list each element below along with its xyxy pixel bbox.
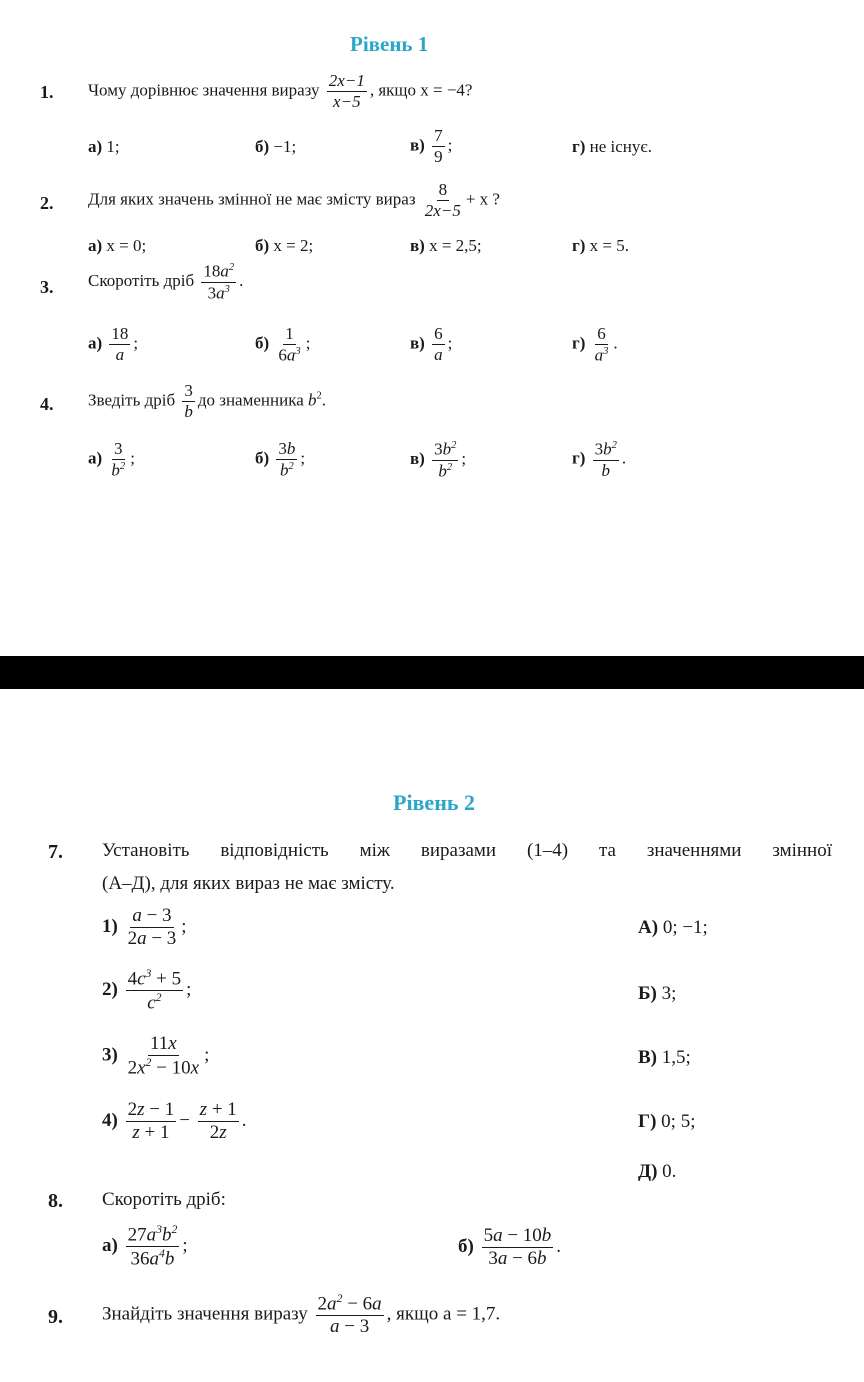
q2-option-b: б) x = 2; (255, 236, 314, 255)
q8-option-b: б) $\frac{5a - 10b}{3a - 6b}$ . (458, 1225, 562, 1269)
q3-option-d: г) $\frac{6}{a^3}$ . (572, 324, 618, 365)
q1-number: 1. (40, 82, 54, 102)
q3-option-b: б) $\frac{1}{6a^3}$ ; (255, 324, 311, 365)
q9-text: Знайдіть значення виразу $\frac{2a^2 - 6a}{a - 3}$ , якщо a = 1,7. (102, 1292, 501, 1338)
q2-text: Для яких значень змінної не має змісту вираз $\frac{8}{2x-5}$ + x ? (88, 180, 500, 220)
q1-fraction: $\frac{2x-1}{x-5}$ (328, 71, 365, 111)
q7-answer-c: В) 1,5; (638, 1047, 691, 1068)
level2-title: Рівень 2 (393, 790, 476, 815)
q1-option-a: а) 1; (88, 137, 120, 156)
q2-option-d: г) x = 5. (572, 236, 629, 255)
q9-fraction: $\frac{2a^2 - 6a}{a - 3}$ (317, 1292, 382, 1338)
q1-option-d: г) не існує. (572, 137, 652, 156)
level1-title: Рівень 1 (350, 32, 429, 56)
q2-option-a: а) x = 0; (88, 236, 147, 255)
q4-fraction: $\frac{3}{b}$ (184, 381, 193, 421)
q3-option-c: в) $\frac{6}{a}$ ; (410, 324, 453, 364)
q1-text: Чому дорівнює значення виразу $\frac{2x-1}{x-5}$ , якщо x = −4? (88, 71, 473, 111)
q7-line1: Установіть відповідність між виразами (1–4) та значеннями змінної (102, 840, 832, 861)
q2-number: 2. (40, 193, 54, 213)
q4-option-c: в) $\frac{3b^2}{b^2}$ ; (410, 439, 467, 481)
q4-number: 4. (40, 394, 54, 414)
q7-number: 7. (48, 841, 63, 863)
q9-number: 9. (48, 1306, 63, 1328)
q7-item-2: 2) $\frac{4c^3 + 5}{c^2}$ ; (102, 967, 192, 1014)
q7-item-4: 4) $\frac{2z - 1}{z + 1}$ − $\frac{z + 1}{2z}$ . (102, 1099, 247, 1143)
page-separator (0, 656, 864, 689)
q8-option-a: а) $\frac{27a^3b^2}{36a^4b}$ ; (102, 1223, 188, 1270)
q1-option-b: б) −1; (255, 137, 297, 156)
q8-number: 8. (48, 1190, 63, 1212)
q3-fraction: $\frac{18a^2}{3a^3}$ (203, 261, 235, 303)
q3-number: 3. (40, 277, 54, 297)
q7-answer-e: Д) 0. (638, 1161, 677, 1182)
q3-text: Скоротіть дріб $\frac{18a^2}{3a^3}$ . (88, 261, 244, 303)
q7-answer-a: А) 0; −1; (638, 917, 708, 938)
q7-answer-d: Г) 0; 5; (638, 1111, 696, 1132)
q7-answer-b: Б) 3; (638, 983, 677, 1004)
q2-option-c: в) x = 2,5; (410, 236, 482, 255)
q7-item-3: 3) $\frac{11x}{2x^2 - 10x}$ ; (102, 1033, 210, 1079)
q2-fraction: $\frac{8}{2x-5}$ (424, 180, 461, 220)
q7-line2: (А–Д), для яких вираз не має змісту. (102, 873, 395, 894)
q8-text: Скоротіть дріб: (102, 1189, 226, 1210)
q4-option-b: б) $\frac{3b}{b^2}$ ; (255, 439, 306, 480)
q4-text: Зведіть дріб $\frac{3}{b}$ до знаменника $b^2$. (88, 381, 327, 421)
q7-item-1: 1) $\frac{a - 3}{2a - 3}$ ; (102, 905, 187, 949)
q4-option-d: г) $\frac{3b^2}{b}$ . (572, 439, 627, 480)
q1-option-c: в) $\frac{7}{9}$ ; (410, 126, 453, 166)
q3-option-a: а) $\frac{18}{a}$ ; (88, 324, 139, 364)
q4-option-a: а) $\frac{3}{b^2}$ ; (88, 439, 135, 480)
